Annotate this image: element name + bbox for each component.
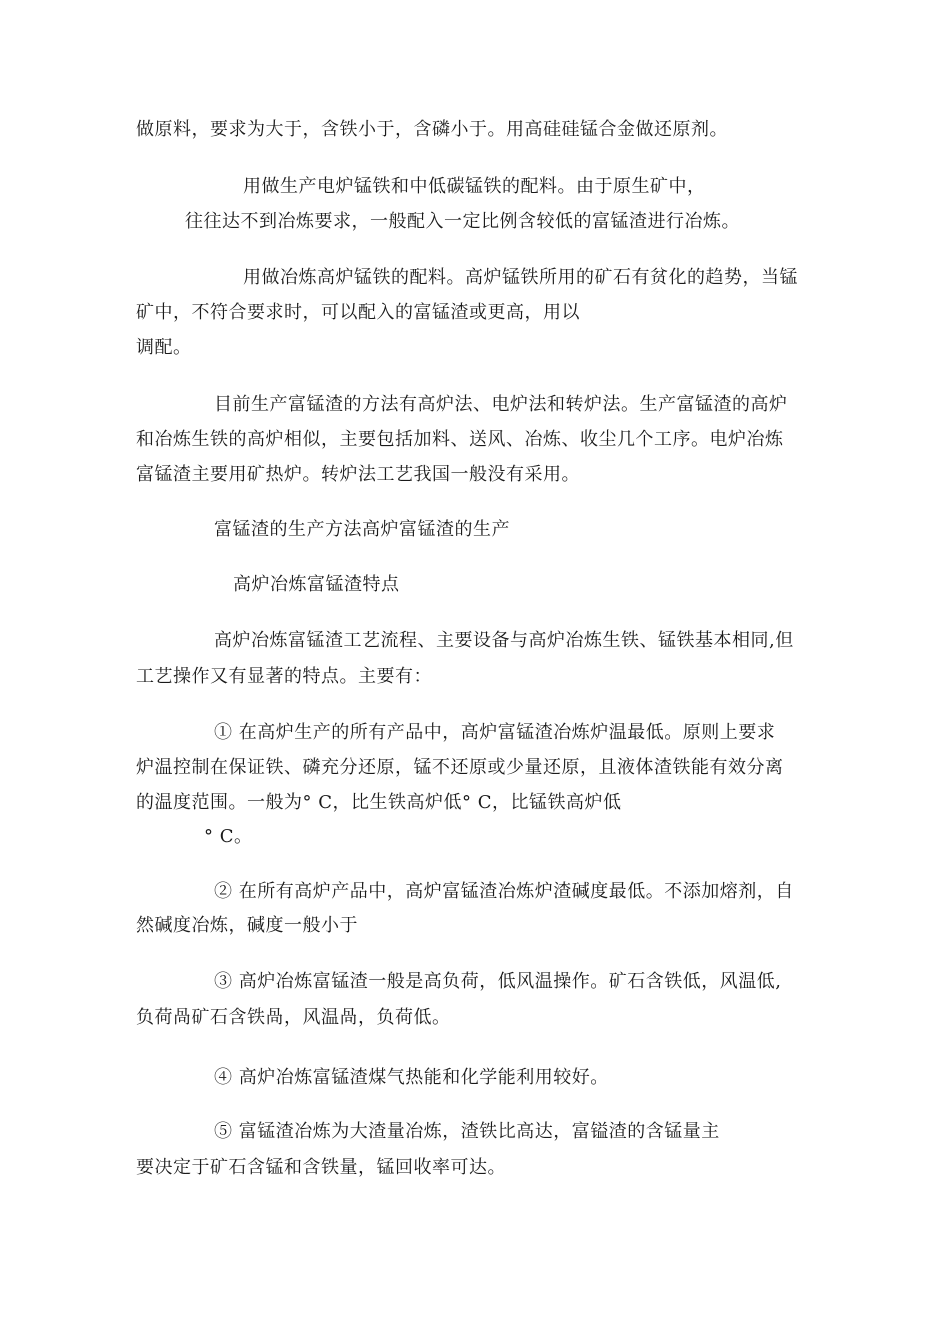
- list-item: ② 在所有高炉产品中，高炉富锰渣冶炼炉渣碱度最低。不添加熔剂，自: [214, 881, 794, 902]
- text-line: 调配。: [136, 337, 192, 358]
- text-line: 往往达不到冶炼要求，一般配入一定比例含较低的富锰渣进行冶炼。: [185, 211, 740, 232]
- text-line: 用做冶炼高炉锰铁的配料。高炉锰铁所用的矿石有贫化的趋势，当锰: [243, 267, 798, 288]
- text-line: 要决定于矿石含锰和含铁量，锰回收率可达。: [136, 1157, 506, 1178]
- text-line: 富锰渣主要用矿热炉。转炉法工艺我国一般没有采用。: [136, 464, 580, 485]
- text-line: 工艺操作又有显著的特点。主要有：: [136, 666, 432, 687]
- text-line: 用做生产电炉锰铁和中低碳锰铁的配料。由于原生矿中，: [243, 176, 706, 197]
- list-item: ④ 高炉冶炼富锰渣煤气热能和化学能利用较好。: [214, 1067, 609, 1088]
- text-line: 做原料，要求为大于，含铁小于，含磷小于。用高硅硅锰合金做还原剂。: [136, 119, 728, 140]
- list-item: ① 在高炉生产的所有产品中，高炉富锰渣冶炼炉温最低。原则上要求: [214, 722, 776, 743]
- section-heading: 富锰渣的生产方法高炉富锰渣的生产: [214, 519, 510, 540]
- text-line: 和冶炼生铁的高炉相似，主要包括加料、送风、冶炼、收尘几个工序。电炉冶炼: [136, 429, 784, 450]
- text-line: 负荷咼矿石含铁咼，风温咼，负荷低。: [136, 1007, 451, 1028]
- text-line: 目前生产富锰渣的方法有高炉法、电炉法和转炉法。生产富锰渣的高炉: [214, 394, 788, 415]
- list-item: ⑤ 富锰渣冶炼为大渣量冶炼，渣铁比高达，富镒渣的含锰量主: [214, 1121, 720, 1142]
- text-line: 炉温控制在保证铁、磷充分还原，锰不还原或少量还原，且液体渣铁能有效分离: [136, 757, 784, 778]
- list-item: ③ 高炉冶炼富锰渣一般是高负荷，低风温操作。矿石含铁低，风温低,: [214, 971, 782, 992]
- text-line: 然碱度冶炼，碱度一般小于: [136, 915, 358, 936]
- text-line: 高炉冶炼富锰渣工艺流程、主要设备与高炉冶炼生铁、锰铁基本相同,但: [214, 630, 794, 651]
- section-heading: 高炉冶炼富锰渣特点: [233, 574, 400, 595]
- text-line: 的温度范围。一般为° C，比生铁高炉低° C，比锰铁高炉低: [136, 792, 622, 813]
- text-line: 矿中，不符合要求时，可以配入的富锰渣或更高，用以: [136, 302, 580, 323]
- text-line: ° C。: [204, 826, 253, 847]
